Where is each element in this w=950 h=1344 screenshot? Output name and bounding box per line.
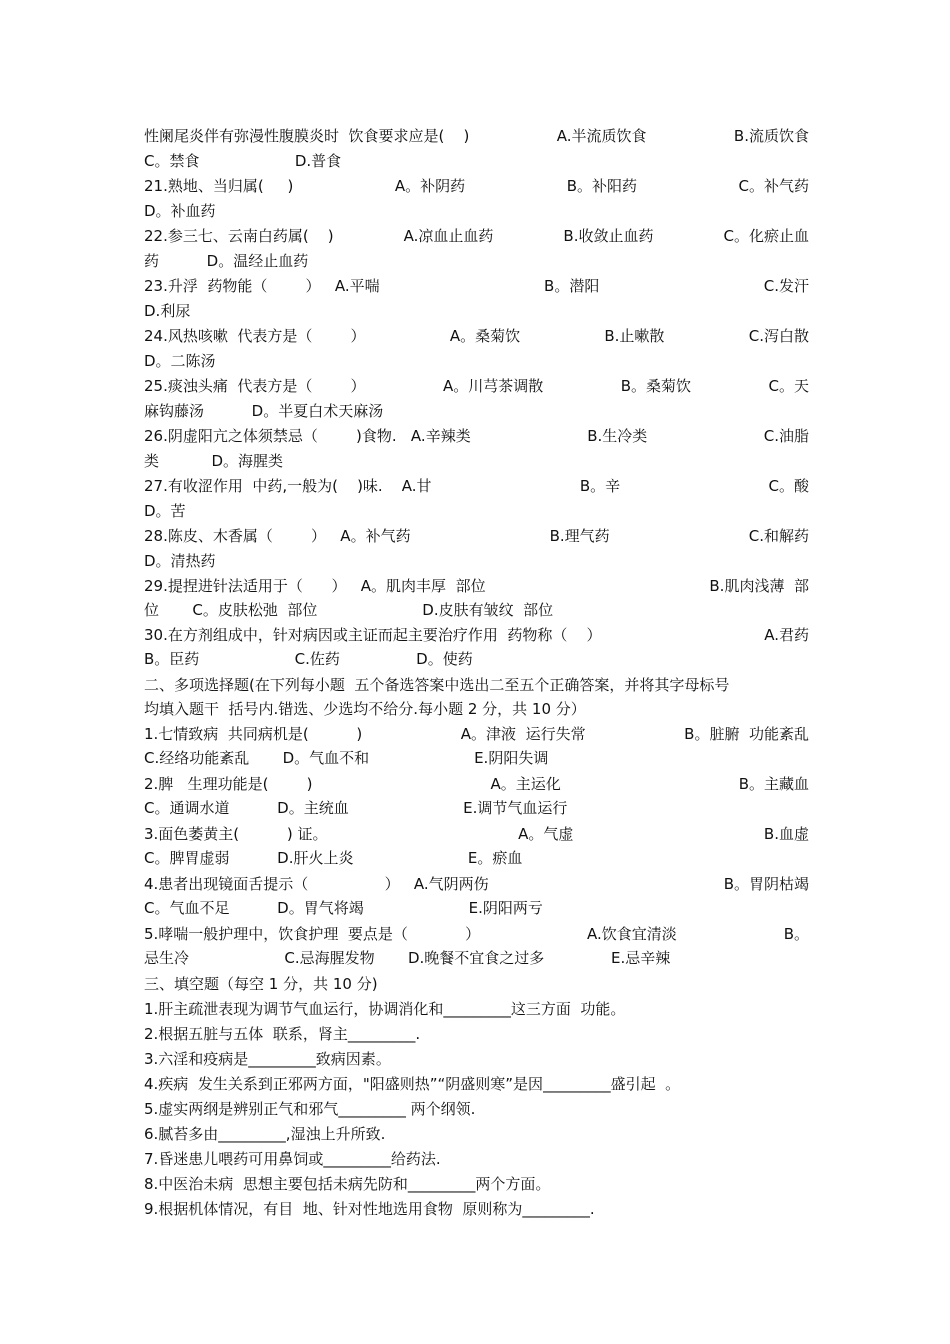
text-line <box>144 822 809 846</box>
text-line <box>144 524 809 548</box>
text-line <box>144 1197 809 1221</box>
text-segment: B.肌肉浅薄 部 <box>709 577 809 595</box>
text-segment: 药 D。温经止血药 <box>144 252 309 270</box>
text-segment: A。补阴药 <box>394 177 466 195</box>
text-line <box>144 1122 809 1146</box>
text-line <box>144 1147 809 1171</box>
text-line <box>144 199 809 223</box>
text-segment: 8.中医治未病 思想主要包括未病先防和_________两个方面。 <box>144 1175 551 1193</box>
text-segment: 二、多项选择题(在下列每小题 五个备选答案中选出二至五个正确答案，并将其字母标号 <box>144 676 730 694</box>
text-segment: 21.熟地、当归属( ) <box>144 177 294 195</box>
text-line <box>144 972 809 996</box>
text-segment: B。脏腑 功能紊乱 <box>684 725 809 743</box>
text-line <box>144 598 809 622</box>
text-line <box>144 1097 809 1121</box>
text-line <box>144 349 809 373</box>
text-line <box>144 697 809 721</box>
text-line <box>144 746 809 770</box>
text-line <box>144 922 809 946</box>
text-line <box>144 647 809 671</box>
text-line <box>144 1047 809 1071</box>
text-segment: 4.疾病 发生关系到正邪两方面，"阳盛则热”“阴盛则寒”是因_________盛引起 。 <box>144 1075 681 1093</box>
text-line <box>144 1172 809 1196</box>
text-line <box>144 946 809 970</box>
text-segment: C.油脂 <box>763 427 809 445</box>
text-line <box>144 1072 809 1096</box>
text-line <box>144 299 809 323</box>
text-segment: 22.参三七、云南白药属( ) <box>144 227 334 245</box>
text-segment: C.发汗 <box>763 277 809 295</box>
text-segment: 30.在方剂组成中，针对病因或主证而起主要治疗作用 药物称（ ） <box>144 626 602 644</box>
text-segment: B.流质饮食 <box>733 127 809 145</box>
text-line <box>144 224 809 248</box>
text-segment: A.半流质饮食 <box>556 127 647 145</box>
text-segment: B。桑菊饮 <box>620 377 692 395</box>
text-segment: A。主运化 <box>490 775 561 793</box>
text-segment: 三、填空题（每空 1 分，共 10 分) <box>144 975 378 993</box>
text-line <box>144 673 809 697</box>
text-segment: D。苦 <box>144 502 186 520</box>
text-segment: B.止嗽散 <box>604 327 665 345</box>
text-line <box>144 274 809 298</box>
text-segment: A。津液 运行失常 <box>460 725 586 743</box>
text-line <box>144 997 809 1021</box>
text-segment: 9.根据机体情况，有目 地、针对性地选用食物 原则称为_________. <box>144 1200 595 1218</box>
text-line <box>144 324 809 348</box>
text-segment: 3.面色萎黄主( ) 证。 <box>144 825 328 843</box>
text-segment: B.血虚 <box>763 825 809 843</box>
text-segment: 25.痰浊头痛 代表方是（ ） <box>144 377 366 395</box>
text-segment: C。天 <box>768 377 809 395</box>
text-segment: B。胃阴枯竭 <box>723 875 809 893</box>
text-segment: 27.有收涩作用 中药,一般为( )味. A.甘 <box>144 477 432 495</box>
text-segment: B.理气药 <box>549 527 610 545</box>
text-segment: B。 <box>783 925 809 943</box>
text-line <box>144 872 809 896</box>
text-line <box>144 796 809 820</box>
text-segment: 6.腻苔多由_________,湿浊上升所致. <box>144 1125 386 1143</box>
text-segment: C。补气药 <box>738 177 809 195</box>
text-line <box>144 896 809 920</box>
text-segment: 24.风热咳嗽 代表方是（ ） <box>144 327 366 345</box>
text-segment: 23.升浮 药物能（ ） A.平喘 <box>144 277 380 295</box>
text-segment: B。潜阳 <box>544 277 600 295</box>
text-segment: D.利尿 <box>144 302 191 320</box>
text-segment: A。气虚 <box>518 825 574 843</box>
text-segment: A。川芎茶调散 <box>443 377 544 395</box>
text-line <box>144 574 809 598</box>
text-segment: C.经络功能紊乱 D。气血不和 E.阴阳失调 <box>144 749 549 767</box>
text-segment: 4.患者出现镜面舌提示（ ） A.气阴两伤 <box>144 875 489 893</box>
text-segment: C。脾胃虚弱 D.肝火上炎 E。瘀血 <box>144 849 523 867</box>
text-segment: A.饮食宜清淡 <box>587 925 677 943</box>
text-segment: C。禁食 D.普食 <box>144 152 342 170</box>
text-line <box>144 174 809 198</box>
text-segment: 3.六淫和疫病是_________致病因素。 <box>144 1050 391 1068</box>
text-segment: 29.提捏进针法适用于（ ） A。肌肉丰厚 部位 <box>144 577 486 595</box>
text-segment: A.君药 <box>764 626 809 644</box>
text-segment: 均填入题干 括号内.错选、少选均不给分.每小题 2 分，共 10 分） <box>144 700 586 718</box>
text-line <box>144 124 809 148</box>
text-segment: C。化瘀止血 <box>723 227 809 245</box>
text-segment: 28.陈皮、木香属（ ） A。补气药 <box>144 527 411 545</box>
text-line <box>144 249 809 273</box>
text-segment: 5.虚实两纲是辨别正气和邪气_________ 两个纲领. <box>144 1100 476 1118</box>
text-line <box>144 149 809 173</box>
text-segment: C。通调水道 D。主统血 E.调节气血运行 <box>144 799 568 817</box>
text-segment: 26.阴虚阳亢之体须禁忌（ )食物. A.辛辣类 <box>144 427 471 445</box>
text-segment: C.和解药 <box>748 527 809 545</box>
text-line <box>144 399 809 423</box>
text-segment: C。酸 <box>768 477 809 495</box>
text-segment: D。补血药 <box>144 202 216 220</box>
text-line <box>144 424 809 448</box>
text-segment: C.泻白散 <box>748 327 809 345</box>
text-line <box>144 772 809 796</box>
text-segment: 7.昏迷患儿喂药可用鼻饲或_________给药法. <box>144 1150 441 1168</box>
text-segment: C。气血不足 D。胃气将竭 E.阴阳两亏 <box>144 899 543 917</box>
text-segment: 类 D。海腥类 <box>144 452 283 470</box>
text-line <box>144 722 809 746</box>
text-segment: A。桑菊饮 <box>449 327 521 345</box>
text-line <box>144 623 809 647</box>
text-segment: 1.七情致病 共同病机是( ) <box>144 725 363 743</box>
text-segment: 1.肝主疏泄表现为调节气血运行，协调消化和_________这三方面 功能。 <box>144 1000 626 1018</box>
text-segment: A.凉血止血药 <box>403 227 494 245</box>
text-segment: 5.哮喘一般护理中，饮食护理 要点是（ ） <box>144 925 481 943</box>
text-line <box>144 1022 809 1046</box>
text-segment: B.生冷类 <box>587 427 648 445</box>
text-segment: 2.根据五脏与五体 联系，肾主_________. <box>144 1025 421 1043</box>
text-segment: 2.脾 生理功能是( ) <box>144 775 313 793</box>
text-segment: 性阑尾炎伴有弥漫性腹膜炎时 饮食要求应是( ) <box>144 127 470 145</box>
text-line <box>144 499 809 523</box>
text-line <box>144 474 809 498</box>
text-segment: B.收敛止血药 <box>563 227 654 245</box>
text-segment: 忌生冷 C.忌海腥发物 D.晚餐不宜食之过多 E.忌辛辣 <box>144 949 671 967</box>
text-segment: B。臣药 C.佐药 D。使药 <box>144 650 473 668</box>
text-segment: B。主藏血 <box>738 775 809 793</box>
text-segment: D。二陈汤 <box>144 352 216 370</box>
text-segment: 位 C。皮肤松弛 部位 D.皮肤有皱纹 部位 <box>144 601 554 619</box>
text-line <box>144 449 809 473</box>
text-line <box>144 374 809 398</box>
text-segment: 麻钩藤汤 D。半夏白术天麻汤 <box>144 402 384 420</box>
text-line <box>144 549 809 573</box>
text-segment: D。清热药 <box>144 552 216 570</box>
text-segment: B。辛 <box>579 477 621 495</box>
text-segment: B。补阳药 <box>566 177 637 195</box>
text-line <box>144 846 809 870</box>
